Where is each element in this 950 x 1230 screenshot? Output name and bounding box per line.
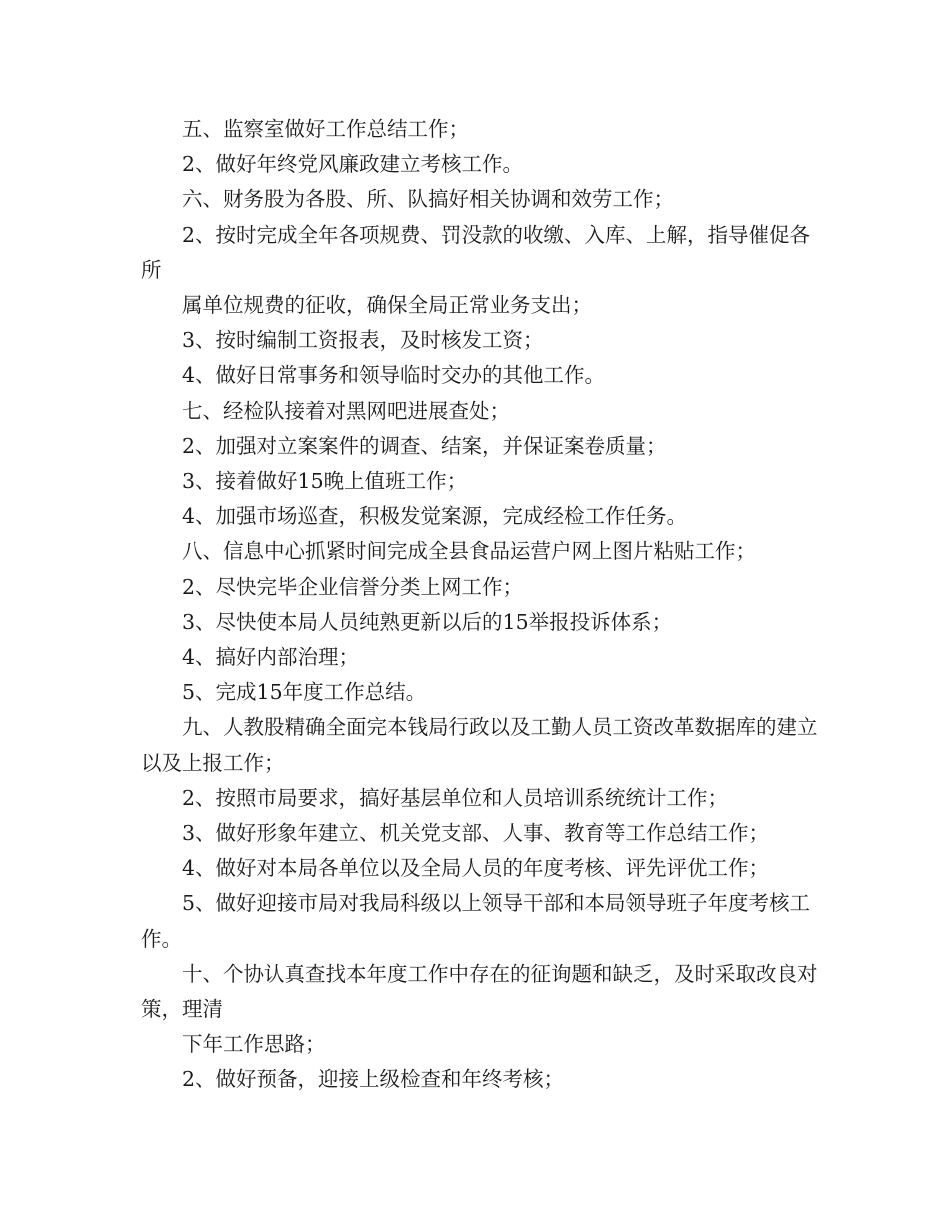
paragraph: 3、做好形象年建立、机关党支部、人事、教育等工作总结工作； xyxy=(182,821,770,846)
paragraph: 八、信息中心抓紧时间完成全县食品运营户网上图片粘贴工作； xyxy=(182,539,756,564)
document-body xyxy=(141,112,821,1098)
paragraph: 4、搞好内部治理； xyxy=(182,645,360,670)
paragraph: 2、按照市局要求，搞好基层单位和人员培训系统统计工作； xyxy=(182,785,729,810)
paragraph: 下年工作思路； xyxy=(182,1032,326,1057)
paragraph: 九、人教股精确全面完本钱局行政以及工勤人员工资改革数据库的建立以及上报工作； xyxy=(141,715,818,775)
paragraph: 3、接着做好15晚上值班工作； xyxy=(182,469,468,494)
paragraph: 2、做好年终党风廉政建立考核工作。 xyxy=(182,152,524,177)
paragraph: 2、按时完成全年各项规费、罚没款的收缴、入库、上解，指导催促各所 xyxy=(141,222,811,282)
paragraph: 2、加强对立案案件的调查、结案，并保证案卷质量； xyxy=(182,433,667,458)
paragraph: 2、尽快完毕企业信誉分类上网工作； xyxy=(182,574,524,599)
paragraph: 4、做好对本局各单位以及全局人员的年度考核、评先评优工作； xyxy=(182,856,770,881)
paragraph: 4、做好日常事务和领导临时交办的其他工作。 xyxy=(182,363,606,388)
paragraph: 2、做好预备，迎接上级检查和年终考核； xyxy=(182,1067,565,1092)
paragraph: 七、经检队接着对黑网吧进展查处； xyxy=(182,398,510,423)
paragraph: 五、监察室做好工作总结工作； xyxy=(182,117,469,141)
paragraph: 4、加强市场巡查，积极发觉案源，完成经检工作任务。 xyxy=(182,504,688,529)
paragraph: 六、财务股为各股、所、队搞好相关协调和效劳工作； xyxy=(182,187,674,212)
paragraph: 3、按时编制工资报表，及时核发工资； xyxy=(182,328,544,353)
paragraph: 5、做好迎接市局对我局科级以上领导干部和本局领导班子年度考核工作。 xyxy=(141,891,811,951)
paragraph: 3、尽快使本局人员纯熟更新以后的15举报投诉体系； xyxy=(182,609,673,634)
paragraph: 属单位规费的征收，确保全局正常业务支出； xyxy=(182,293,592,318)
paragraph: 十、个协认真查找本年度工作中存在的征询题和缺乏，及时采取改良对策，理清 xyxy=(141,961,818,1022)
paragraph: 5、完成15年度工作总结。 xyxy=(182,680,427,705)
